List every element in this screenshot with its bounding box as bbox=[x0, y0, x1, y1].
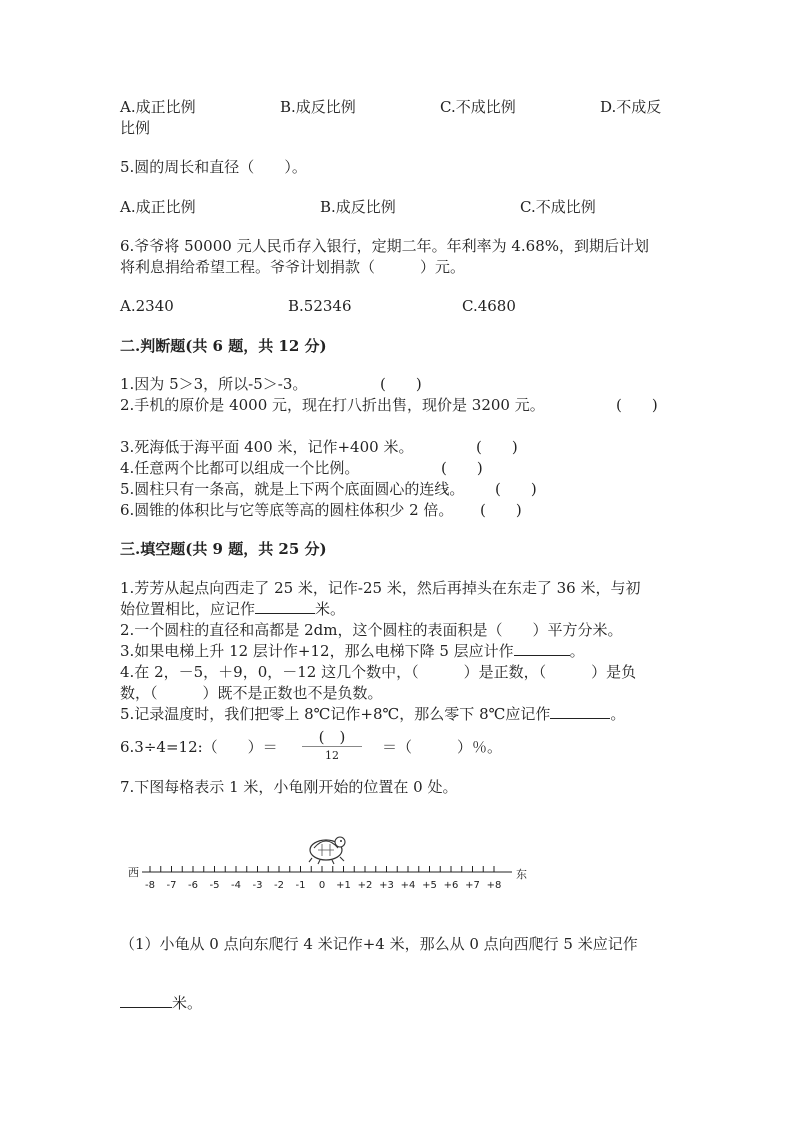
section-3-title: 三.填空题(共 9 题，共 25 分) bbox=[120, 540, 327, 558]
sub-question-1-answer bbox=[120, 993, 202, 1013]
q6-line2: 将利息捐给希望工程。爷爷计划捐款（ ）元。 bbox=[120, 258, 466, 276]
q4-option-a: A.成正比例 bbox=[120, 98, 196, 116]
tick-label: -3 bbox=[252, 880, 263, 891]
tick-label: -4 bbox=[231, 880, 241, 891]
fill-q2: 2.一个圆柱的直径和高都是 2dm，这个圆柱的表面积是（ ）平方分米。 bbox=[120, 621, 623, 639]
q4-option-b: B.成反比例 bbox=[280, 98, 356, 116]
judge-item-3-paren: ( ) bbox=[476, 438, 518, 456]
tick-label: 0 bbox=[318, 880, 326, 891]
judge-item-4-paren: ( ) bbox=[441, 459, 483, 477]
fill-q6-left: 6.3÷4=12:（ ）＝ bbox=[120, 738, 278, 756]
tick-label: -1 bbox=[295, 880, 306, 891]
number-line bbox=[120, 828, 540, 898]
east-label: 东 bbox=[516, 868, 527, 881]
judge-item-3: 3.死海低于海平面 400 米，记作+400 米。 bbox=[120, 438, 414, 456]
tick-label: +5 bbox=[422, 880, 437, 891]
judge-item-6-paren: ( ) bbox=[480, 501, 522, 519]
tick-label: -7 bbox=[166, 880, 177, 891]
fill-q1-unit: 米。 bbox=[315, 600, 346, 618]
q5-stem: 5.圆的周长和直径（ ）。 bbox=[120, 158, 307, 176]
section-2-title: 二.判断题(共 6 题，共 12 分) bbox=[120, 337, 327, 355]
judge-item-5: 5.圆柱只有一条高，就是上下两个底面圆心的连线。 bbox=[120, 480, 465, 498]
q6-option-a: A.2340 bbox=[120, 297, 174, 315]
tick-label: -6 bbox=[188, 880, 198, 891]
fill-q3-blank[interactable] bbox=[514, 641, 570, 656]
fill-q6-fraction bbox=[302, 728, 362, 765]
q4-option-c: C.不成比例 bbox=[440, 98, 516, 116]
q6-option-b: B.52346 bbox=[288, 297, 352, 315]
fill-q5-text: 5.记录温度时，我们把零上 8℃记作+8℃，那么零下 8℃应记作 bbox=[120, 705, 551, 723]
tick-label: +2 bbox=[357, 880, 373, 891]
q5-option-c: C.不成比例 bbox=[520, 198, 596, 216]
tick-label: -2 bbox=[274, 880, 284, 891]
tick-label: +7 bbox=[465, 880, 480, 891]
fill-q4-line2: 数，（ ）既不是正数也不是负数。 bbox=[120, 684, 383, 702]
fill-q6-fraction-top: ( ) bbox=[302, 728, 362, 747]
q5-option-a: A.成正比例 bbox=[120, 198, 196, 216]
fill-q5 bbox=[120, 704, 625, 724]
q4-option-d: D.不成反 bbox=[600, 98, 662, 116]
tick-label: +6 bbox=[443, 880, 459, 891]
fill-q7: 7.下图每格表示 1 米，小龟刚开始的位置在 0 处。 bbox=[120, 778, 458, 796]
sub-question-1-unit: 米。 bbox=[172, 994, 203, 1012]
fill-q5-end: 。 bbox=[610, 705, 626, 723]
tick-label: +3 bbox=[379, 880, 394, 891]
fill-q1-blank[interactable] bbox=[255, 599, 315, 614]
tick-label: +8 bbox=[486, 880, 502, 891]
fill-q3-end: 。 bbox=[569, 642, 585, 660]
tick-label: +4 bbox=[400, 880, 416, 891]
q6-option-c: C.4680 bbox=[462, 297, 516, 315]
tick-label: +1 bbox=[336, 880, 351, 891]
fill-q6-fraction-bottom: 12 bbox=[325, 749, 339, 762]
west-label: 西 bbox=[128, 866, 139, 879]
judge-item-2-paren: ( ) bbox=[616, 396, 658, 414]
q4-option-d-wrap: 比例 bbox=[120, 119, 151, 137]
judge-item-5-paren: ( ) bbox=[495, 480, 537, 498]
fill-q3 bbox=[120, 641, 585, 661]
fill-q1-line1: 1.芳芳从起点向西走了 25 米，记作-25 米，然后再掉头在东走了 36 米，与初 bbox=[120, 579, 641, 597]
judge-item-1: 1.因为 5＞3，所以-5＞-3。 bbox=[120, 375, 308, 393]
tick-label: -5 bbox=[209, 880, 220, 891]
turtle-icon bbox=[309, 837, 345, 864]
sub-question-1: （1）小龟从 0 点向东爬行 4 米记作+4 米，那么从 0 点向西爬行 5 米应记作 bbox=[120, 935, 638, 953]
fill-q5-blank[interactable] bbox=[550, 704, 610, 719]
fill-q4-line1: 4.在 2，－5，＋9，0，－12 这几个数中，（ ）是正数，（ ）是负 bbox=[120, 663, 637, 681]
fill-q1-line2 bbox=[120, 599, 345, 619]
judge-item-4: 4.任意两个比都可以组成一个比例。 bbox=[120, 459, 360, 477]
q5-option-b: B.成反比例 bbox=[320, 198, 396, 216]
judge-item-1-paren: ( ) bbox=[380, 375, 422, 393]
judge-item-6: 6.圆锥的体积比与它等底等高的圆柱体积少 2 倍。 bbox=[120, 501, 454, 519]
sub-question-1-blank[interactable] bbox=[120, 993, 172, 1008]
fill-q3-text: 3.如果电梯上升 12 层计作+12，那么电梯下降 5 层应计作 bbox=[120, 642, 514, 660]
fill-q1-text: 始位置相比，应记作 bbox=[120, 600, 256, 618]
q6-line1: 6.爷爷将 50000 元人民币存入银行，定期二年。年利率为 4.68%，到期后计划 bbox=[120, 237, 649, 255]
fill-q6-right: ＝（ ）％。 bbox=[382, 738, 503, 756]
judge-item-2: 2.手机的原价是 4000 元，现在打八折出售，现价是 3200 元。 bbox=[120, 396, 545, 414]
tick-label: -8 bbox=[145, 880, 155, 891]
